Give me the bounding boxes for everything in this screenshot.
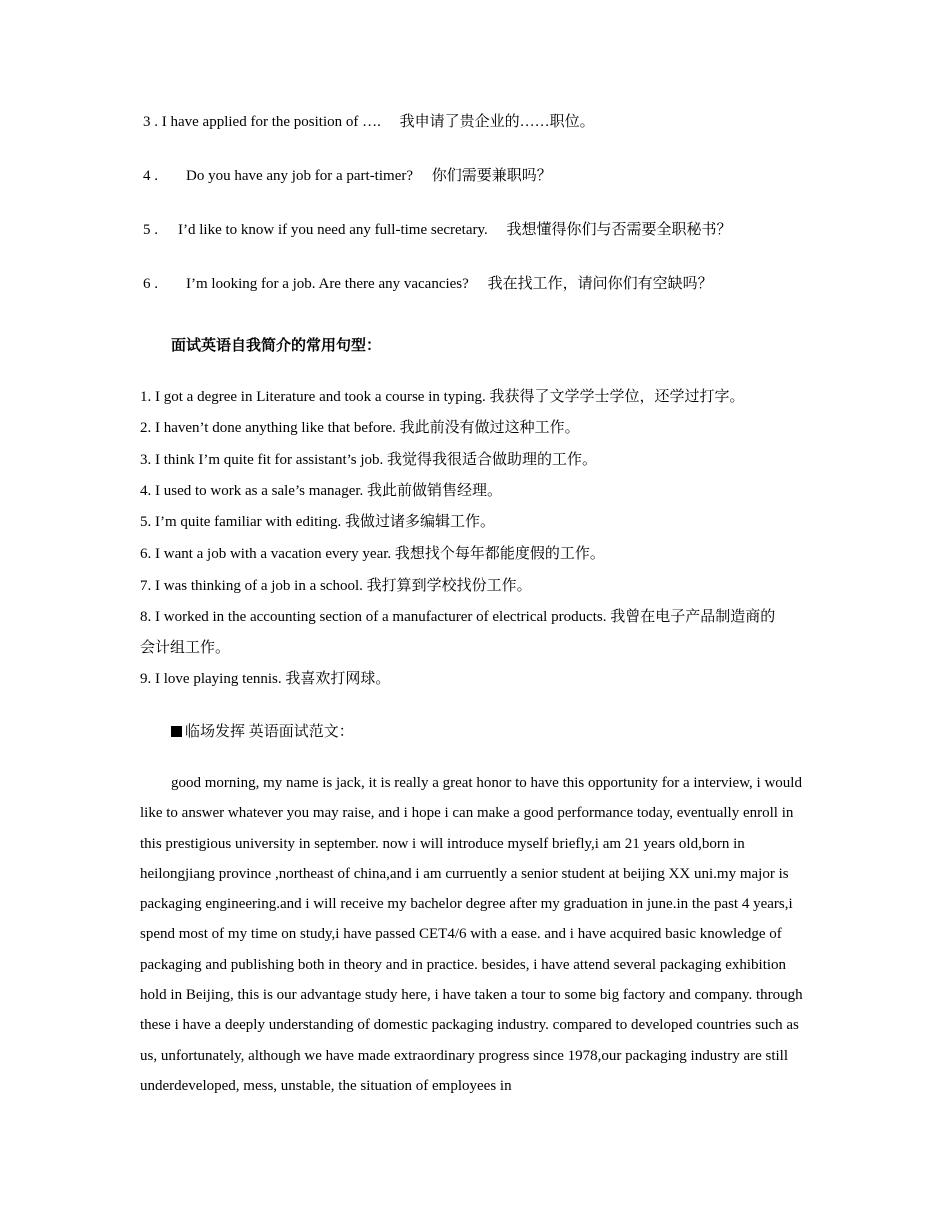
sentence-8-continued: 会计组工作。 [140,640,231,656]
inquiry-item-4 [143,166,552,186]
item-chinese: 我在找工作，请问你们有空缺吗？ [487,276,713,292]
item-english: Do you have any job for a part-timer? [186,168,413,184]
sample-essay-paragraph: good morning, my name is jack, it is really a great honor to have this opportunity for a interview, i would like to answer whatever you may raise, and i hope i can make a good performance today, eventually enroll in this prestigious university in september. now i will introduce myself briefly,i am 21 years old,born in heilongjiang province ,northeast of china,and i am curruently a senior student at beijing XX uni.my major is packaging engineering.and i will receive my bachelor degree after my graduation in june.in the past 4 years,i spend most of my time on study,i have passed CET4/6 with a ease. and i have acquired basic knowledge of packaging and publishing both in theory and in practice. besides, i have attend several packaging exhibition hold in Beijing, this is our advantage study here, i have taken a tour to some big factory and company. through these i have a deeply understanding of domestic packaging industry. compared to developed countries such as us, unfortunately, although we have made extraordinary progress since 1978,our packaging industry are still underdeveloped, mess, unstable, the situation of employees in [140,775,803,1094]
sentence-8: 8. I worked in the accounting section of a manufacturer of electrical products. 我曾在电子产品制造商的 [140,609,776,625]
sentence-6: 6. I want a job with a vacation every year. 我想找个每年都能度假的工作。 [140,546,605,562]
sentence-5: 5. I’m quite familiar with editing. 我做过诸多编辑工作。 [140,514,495,530]
item-chinese: 我想懂得你们与否需要全职秘书？ [506,222,732,238]
black-square-icon [171,726,182,737]
sentence-2: 2. I haven’t done anything like that before. 我此前没有做过这种工作。 [140,420,580,436]
inquiry-item-3 [143,112,595,132]
inquiry-item-6 [143,274,713,294]
item-number: 5 . [143,222,158,238]
item-english: I have applied for the position of …. [161,114,381,130]
section-heading-text: 临场发挥 英语面试范文： [185,724,354,740]
sentence-7: 7. I was thinking of a job in a school. 我打算到学校找份工作。 [140,578,532,594]
item-number: 3 . [143,114,158,130]
section-heading-common-sentences: 面试英语自我简介的常用句型： [171,338,382,354]
sentence-4: 4. I used to work as a sale’s manager. 我此前做销售经理。 [140,483,503,499]
item-chinese: 我申请了贵企业的……职位。 [399,114,595,130]
item-number: 4 . [143,168,158,184]
sentence-9: 9. I love playing tennis. 我喜欢打网球。 [140,671,391,687]
sentence-1: 1. I got a degree in Literature and took a course in typing. 我获得了文学学士学位，还学过打字。 [140,389,745,405]
section-heading-sample-interview [171,722,354,742]
item-chinese: 你们需要兼职吗？ [431,168,552,184]
sentence-3: 3. I think I’m quite fit for assistant’s job. 我觉得我很适合做助理的工作。 [140,452,598,468]
item-english: I’d like to know if you need any full-time secretary. [178,222,488,238]
item-english: I’m looking for a job. Are there any vacancies? [186,276,469,292]
inquiry-item-5 [143,220,732,240]
item-number: 6 . [143,276,158,292]
